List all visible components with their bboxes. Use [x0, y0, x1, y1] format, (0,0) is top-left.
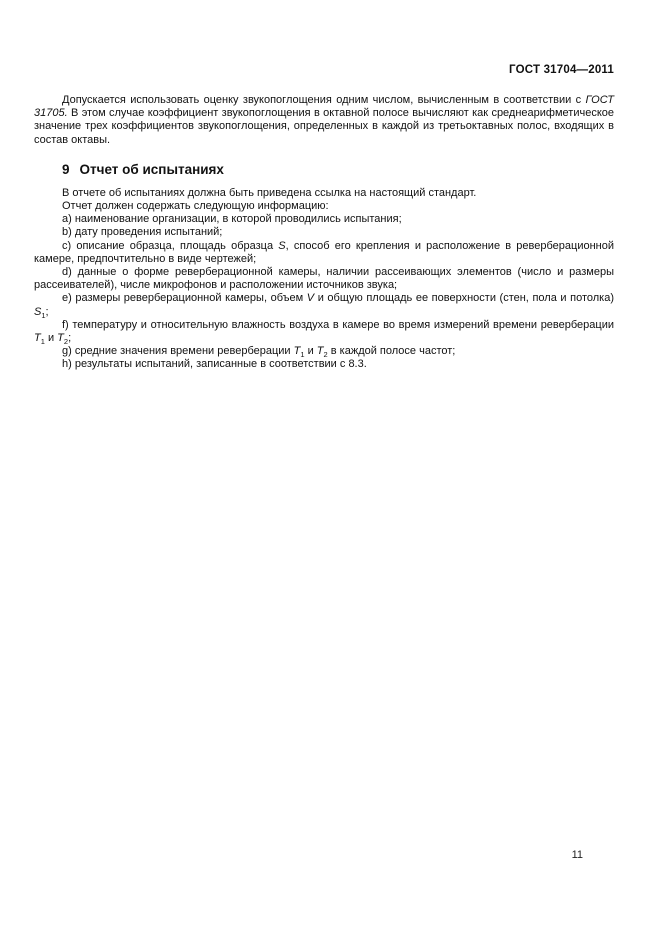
text-run: ; [45, 305, 49, 318]
text-run: S [278, 239, 286, 252]
text-run: 2 [63, 337, 69, 347]
text-run: ; [68, 332, 72, 345]
report-item-d [34, 266, 614, 292]
text-run: h) результаты испытаний, записанные в соответствии с 8.3. [62, 358, 367, 371]
report-item-c [34, 240, 614, 266]
text-run: и [304, 345, 317, 358]
text-run: d) данные о форме реверберационной камеры, наличии рассеивающих элементов (число и размеры рассеивателей), числе микрофонов и расположении источников звука; [34, 266, 614, 292]
section-number: 9 [62, 161, 70, 177]
report-item-g [34, 345, 614, 358]
report-items-list [34, 213, 614, 371]
text-run: e) размеры реверберационной камеры, объем [62, 292, 307, 305]
text-run: 2 [323, 350, 328, 360]
text-run: T [34, 332, 41, 345]
text-run: T [57, 332, 64, 345]
report-item-h [34, 358, 614, 371]
report-contents-intro: Отчет должен содержать следующую информацию: [62, 200, 329, 213]
text-run: в каждой полосе частот; [327, 345, 456, 358]
text-run: V [306, 292, 315, 305]
text-run: и [44, 332, 58, 345]
report-item-b [34, 226, 614, 239]
section-title: Отчет об испытаниях [79, 161, 224, 177]
text-run: f) температуру и относительную влажность воздуха в камере во время измерений времени реверберации [62, 318, 614, 331]
text-run: , способ его крепления и расположение в реверберационной камере, предпочтительно в виде чертежей; [34, 239, 615, 265]
text-run: g) средние значения времени реверберации [62, 345, 294, 358]
document-header [34, 64, 614, 77]
text-run: и общую площадь ее поверхности (стен, пола и потолка) [314, 292, 614, 305]
text-run: a) наименование организации, в которой проводились испытания; [62, 213, 402, 226]
report-reference-note: В отчете об испытаниях должна быть приведена ссылка на настоящий стандарт. [62, 186, 477, 199]
report-item-e [34, 292, 614, 318]
section-heading [34, 162, 614, 178]
text-run: T [316, 345, 324, 358]
report-item-f [34, 319, 614, 345]
text-run: В этом случае коэффициент звукопоглощения в октавной полосе вычисляют как среднеарифметическое значение трех коэффициентов звукопоглощения, определенных в каждой из третьоктавных полос, входящих в состав октавы. [34, 107, 614, 146]
text-run: Допускается использовать оценку звукопоглощения одним числом, вычисленным в соответствии с [62, 94, 586, 106]
text-run: T [293, 345, 301, 358]
text-run: 1 [40, 337, 45, 347]
page-content [34, 64, 614, 372]
standard-number: ГОСТ 31704—2011 [509, 64, 614, 76]
text-run: 1 [300, 350, 305, 360]
text-run: c) описание образца, площадь образца [62, 239, 279, 252]
intro-paragraph [34, 94, 614, 147]
report-item-a [34, 213, 614, 226]
text-run: S [34, 305, 42, 318]
text-run: 1 [41, 310, 46, 320]
text-run: ГОСТ 31705. [34, 94, 614, 120]
text-run: b) дату проведения испытаний; [62, 226, 223, 239]
page-number: 11 [571, 849, 583, 861]
